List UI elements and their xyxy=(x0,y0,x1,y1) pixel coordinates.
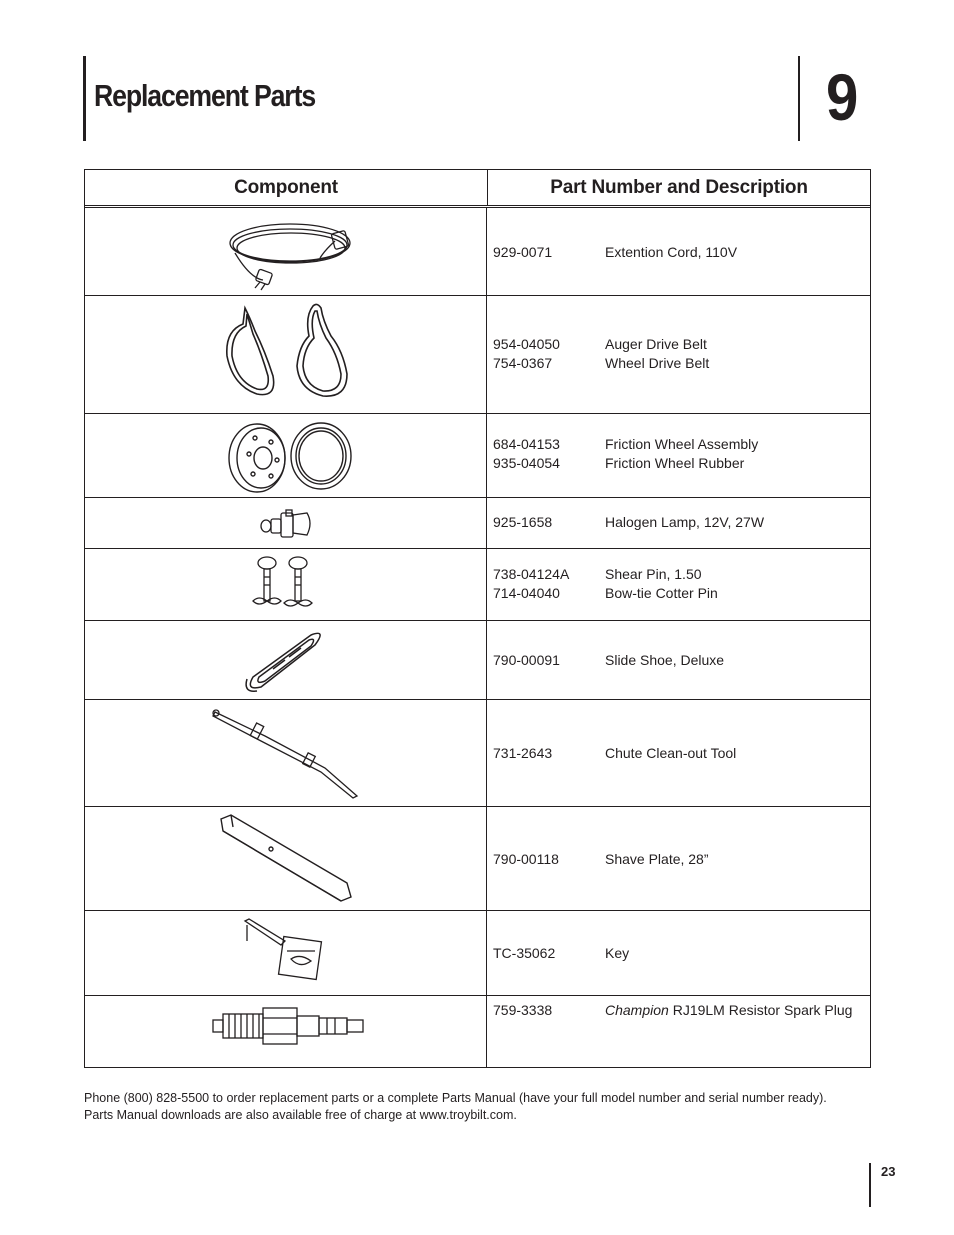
part-description: Shave Plate, 28” xyxy=(605,851,709,867)
part-description-cell xyxy=(487,549,870,620)
part-description-cell xyxy=(487,208,870,295)
part-line xyxy=(493,336,707,352)
part-line xyxy=(493,851,709,867)
part-line xyxy=(493,585,718,601)
page-number: 23 xyxy=(881,1164,896,1179)
part-description: Wheel Drive Belt xyxy=(605,355,710,371)
part-line xyxy=(493,514,764,530)
title-rule xyxy=(83,56,86,141)
table-row xyxy=(85,549,870,621)
spark-plug-image xyxy=(85,996,487,1067)
part-description: Friction Wheel Rubber xyxy=(605,455,745,471)
table-row xyxy=(85,414,870,498)
key-image xyxy=(85,911,487,995)
part-description-cell xyxy=(487,414,870,497)
column-header-component: Component xyxy=(85,170,488,205)
part-description: Auger Drive Belt xyxy=(605,336,707,352)
part-description-cell xyxy=(487,700,870,806)
part-number: 790-00118 xyxy=(493,851,559,867)
part-description: Friction Wheel Assembly xyxy=(605,436,759,452)
part-description-cell xyxy=(487,996,870,1067)
part-number: 759-3338 xyxy=(493,1002,553,1018)
part-line xyxy=(493,1002,852,1018)
part-number: 929-0071 xyxy=(493,244,553,260)
part-description: Chute Clean-out Tool xyxy=(605,745,737,761)
part-brand: Champion xyxy=(605,1002,669,1018)
part-description: Key xyxy=(605,945,630,961)
part-description-cell xyxy=(487,498,870,548)
part-number: 684-04153 xyxy=(493,436,560,452)
part-line xyxy=(493,566,702,582)
part-description-cell xyxy=(487,911,870,995)
part-line xyxy=(493,244,737,260)
part-line xyxy=(493,436,758,452)
shear-pins-image xyxy=(85,549,487,620)
table-row xyxy=(85,911,870,996)
table-row xyxy=(85,807,870,911)
part-line xyxy=(493,455,744,471)
part-line xyxy=(493,745,736,761)
part-line xyxy=(493,945,629,961)
drive-belts-image xyxy=(85,296,487,413)
part-description-cell xyxy=(487,296,870,413)
part-description: Extention Cord, 110V xyxy=(605,244,738,260)
ordering-note-line: Parts Manual downloads are also available free of charge at www.troybilt.com. xyxy=(84,1108,517,1122)
part-number: TC-35062 xyxy=(493,945,556,961)
ordering-note-line: Phone (800) 828-5500 to order replacement parts or a complete Parts Manual (have your full model number and serial number ready). xyxy=(84,1091,827,1105)
extension-cord-image xyxy=(85,208,487,295)
table-row xyxy=(85,296,870,414)
table-row xyxy=(85,996,870,1067)
page-title: Replacement Parts xyxy=(94,78,316,113)
column-header-part: Part Number and Description xyxy=(550,176,808,198)
table-row xyxy=(85,208,870,296)
page-number-rule xyxy=(869,1163,871,1207)
part-line xyxy=(493,355,709,371)
friction-wheel-image xyxy=(85,414,487,497)
part-number: 731-2643 xyxy=(493,745,553,761)
part-description: Slide Shoe, Deluxe xyxy=(605,652,725,668)
part-description: Shear Pin, 1.50 xyxy=(605,566,702,582)
part-description-cell xyxy=(487,807,870,910)
table-row xyxy=(85,700,870,807)
table-row xyxy=(85,621,870,700)
table-row xyxy=(85,498,870,549)
part-number: 738-04124A xyxy=(493,566,570,582)
part-description: Halogen Lamp, 12V, 27W xyxy=(605,514,765,530)
shave-plate-image xyxy=(85,807,487,910)
part-description: RJ19LM Resistor Spark Plug xyxy=(668,1002,853,1018)
clean-out-tool-image xyxy=(85,700,487,806)
parts-table xyxy=(84,169,871,1068)
chapter-number: 9 xyxy=(826,60,859,134)
part-number: 790-00091 xyxy=(493,652,560,668)
part-line xyxy=(493,652,724,668)
part-description-cell xyxy=(487,621,870,699)
part-number: 714-04040 xyxy=(493,585,560,601)
slide-shoe-image xyxy=(85,621,487,699)
ordering-note xyxy=(84,1090,884,1124)
part-number: 935-04054 xyxy=(493,455,560,471)
table-header xyxy=(85,170,870,206)
part-number: 954-04050 xyxy=(493,336,560,352)
part-number: 925-1658 xyxy=(493,514,553,530)
chapter-rule xyxy=(798,56,800,141)
halogen-lamp-image xyxy=(85,498,487,548)
part-description: Bow-tie Cotter Pin xyxy=(605,585,718,601)
part-number: 754-0367 xyxy=(493,355,553,371)
